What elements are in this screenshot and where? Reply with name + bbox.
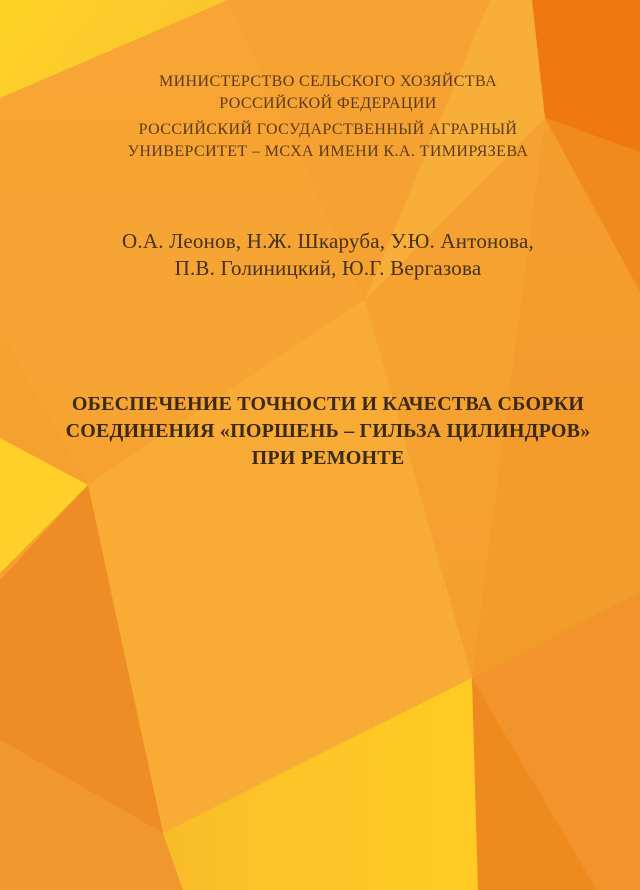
authors-line-2: П.В. Голиницкий, Ю.Г. Вергазова (174, 256, 482, 280)
title-line-1: ОБЕСПЕЧЕНИЕ ТОЧНОСТИ И КАЧЕСТВА СБОРКИ (71, 393, 585, 415)
ministry-line-1: МИНИСТЕРСТВО СЕЛЬСКОГО ХОЗЯЙСТВА (158, 73, 498, 90)
ministry-line-2: РОССИЙСКОЙ ФЕДЕРАЦИИ (219, 95, 437, 112)
title-line-3: ПРИ РЕМОНТЕ (251, 447, 405, 469)
authors-line-1: О.А. Леонов, Н.Ж. Шкаруба, У.Ю. Антонова, (122, 229, 534, 253)
university-line-2: УНИВЕРСИТЕТ – МСХА ИМЕНИ К.А. ТИМИРЯЗЕВА (127, 143, 529, 160)
university-line-1: РОССИЙСКИЙ ГОСУДАРСТВЕННЫЙ АГРАРНЫЙ (138, 121, 518, 138)
title-line-2: СОЕДИНЕНИЯ «ПОРШЕНЬ – ГИЛЬЗА ЦИЛИНДРОВ» (65, 420, 591, 442)
